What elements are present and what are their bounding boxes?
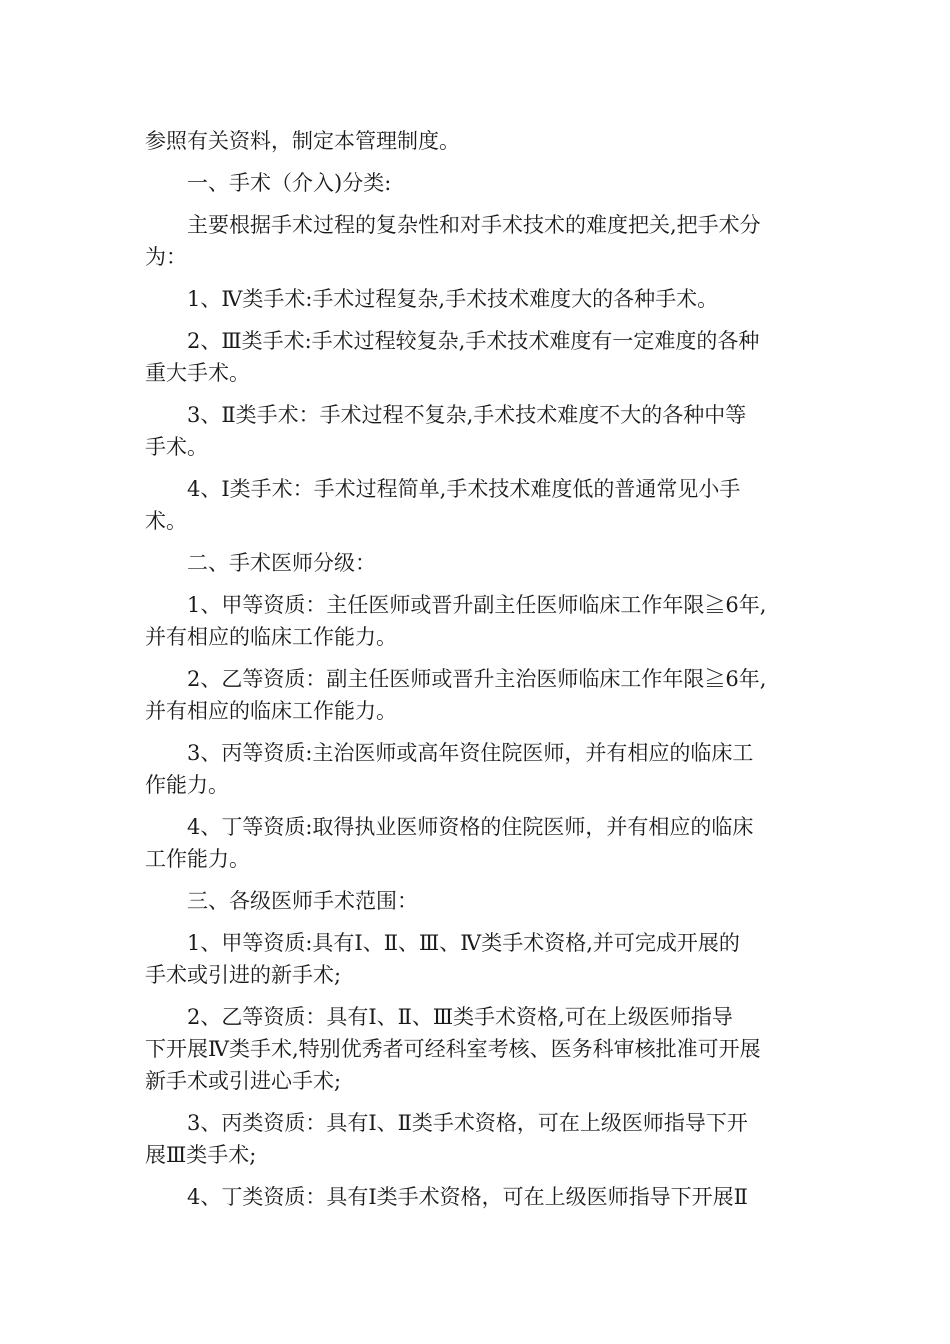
paragraph-line: 4、丁等资质:取得执业医师资格的住院医师，并有相应的临床 <box>187 815 754 839</box>
paragraph-line: 4、Ⅰ类手术：手术过程简单,手术技术难度低的普通常见小手 <box>187 477 741 501</box>
paragraph-line: 2、乙等资质：具有Ⅰ、Ⅱ、Ⅲ类手术资格,可在上级医师指导 <box>187 1005 733 1029</box>
paragraph-line: 展Ⅲ类手术; <box>145 1143 257 1167</box>
paragraph-line: 新手术或引进心手术; <box>145 1069 342 1093</box>
paragraph-line: 1、Ⅳ类手术:手术过程复杂,手术技术难度大的各种手术。 <box>187 287 719 311</box>
paragraph-line: 并有相应的临床工作能力。 <box>145 625 397 649</box>
paragraph-line: 手术。 <box>145 435 208 459</box>
paragraph-line: 参照有关资料，制定本管理制度。 <box>145 129 460 153</box>
paragraph-line: 1、甲等资质：主任医师或晋升副主任医师临床工作年限≧6年, <box>187 593 767 617</box>
paragraph-line: 手术或引进的新手术; <box>145 963 342 987</box>
paragraph-line: 作能力。 <box>145 773 229 797</box>
paragraph-line: 3、Ⅱ类手术：手术过程不复杂,手术技术难度不大的各种中等 <box>187 403 747 427</box>
paragraph-line: 二、手术医师分级： <box>187 551 376 575</box>
paragraph-line: 术。 <box>145 509 187 533</box>
paragraph-line: 4、丁类资质：具有Ⅰ类手术资格，可在上级医师指导下开展Ⅱ <box>187 1185 748 1209</box>
paragraph-line: 3、丙类资质：具有Ⅰ、Ⅱ类手术资格，可在上级医师指导下开 <box>187 1111 748 1135</box>
paragraph-line: 下开展Ⅳ类手术,特别优秀者可经科室考核、医务科审核批准可开展 <box>145 1037 761 1061</box>
paragraph-line: 重大手术。 <box>145 361 250 385</box>
paragraph-line: 主要根据手术过程的复杂性和对手术技术的难度把关,把手术分 <box>187 213 761 237</box>
paragraph-line: 三、各级医师手术范围： <box>187 889 418 913</box>
paragraph-line: 1、甲等资质:具有Ⅰ、Ⅱ、Ⅲ、Ⅳ类手术资格,并可完成开展的 <box>187 931 740 955</box>
paragraph-line: 为： <box>145 245 187 269</box>
paragraph-line: 3、丙等资质:主治医师或高年资住院医师，并有相应的临床工 <box>187 741 754 765</box>
paragraph-line: 2、乙等资质：副主任医师或晋升主治医师临床工作年限≧6年, <box>187 667 767 691</box>
paragraph-line: 工作能力。 <box>145 847 250 871</box>
paragraph-line: 2、Ⅲ类手术:手术过程较复杂,手术技术难度有一定难度的各种 <box>187 329 760 353</box>
paragraph-line: 一、手术（介入)分类: <box>187 171 392 195</box>
paragraph-line: 并有相应的临床工作能力。 <box>145 699 397 723</box>
